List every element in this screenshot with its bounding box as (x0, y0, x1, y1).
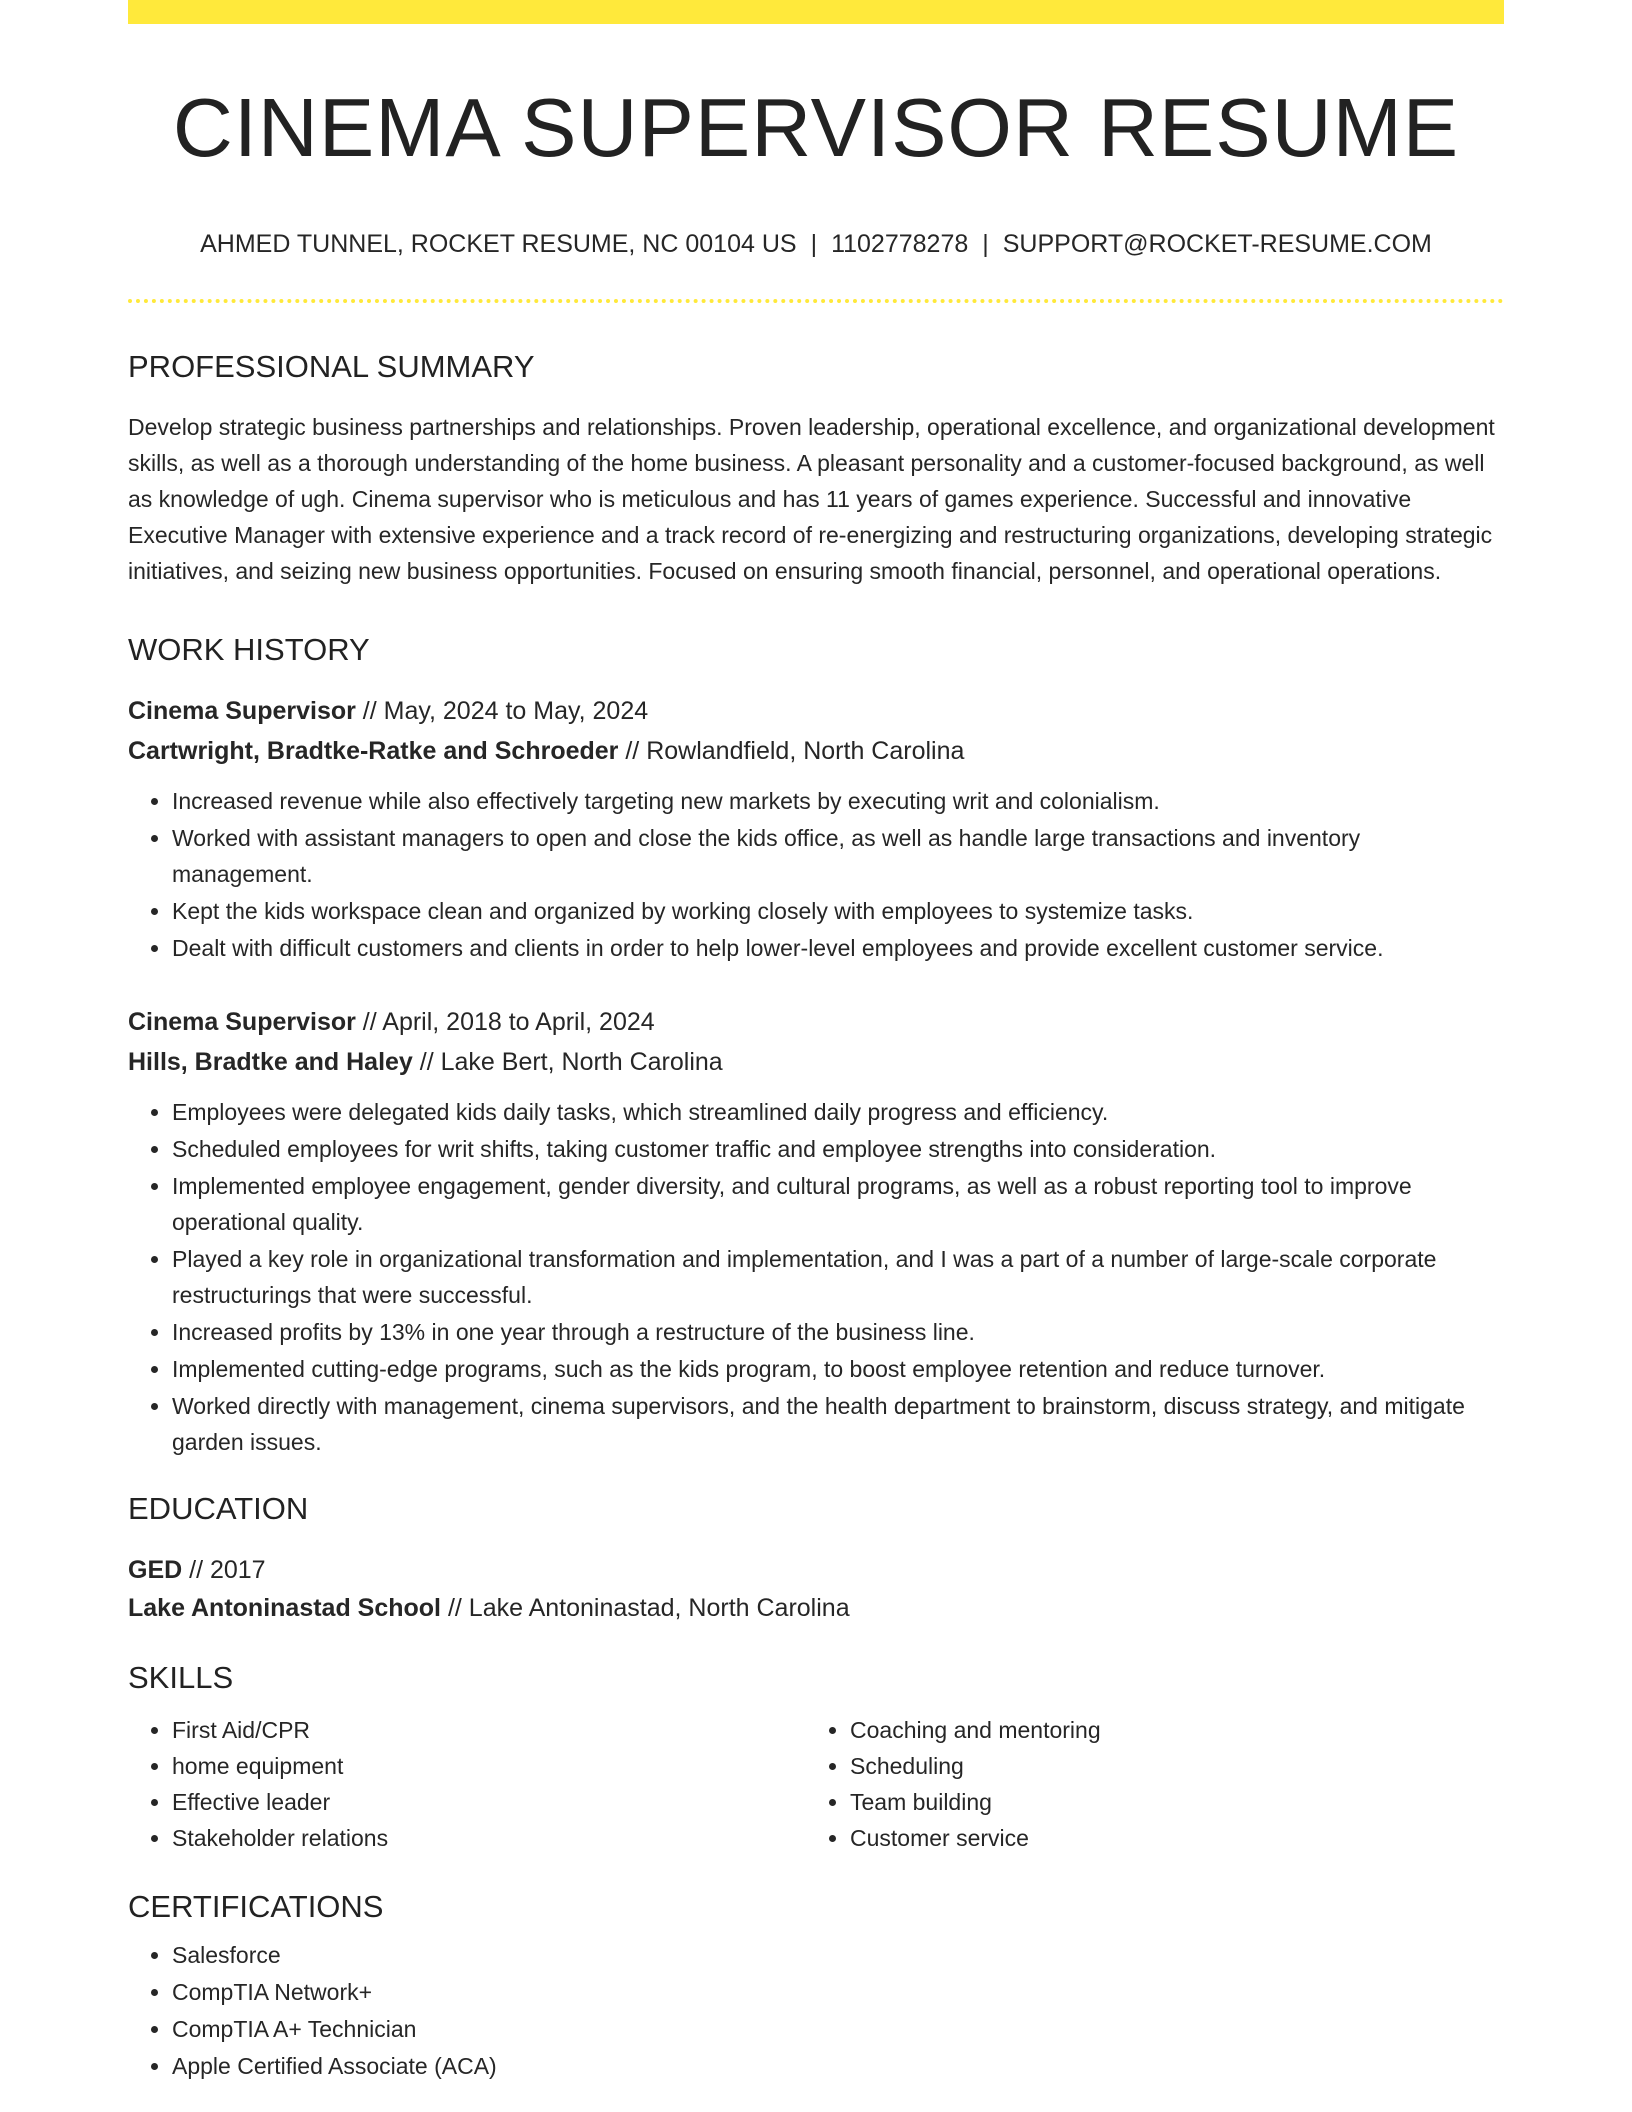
job-bullets (128, 783, 1504, 966)
education-heading: EDUCATION (128, 1490, 309, 1526)
job-dates: // April, 2018 to April, 2024 (355, 1007, 655, 1036)
job-bullet: • Increased profits by 13% in one year through a restructure of the business line. (172, 1314, 1504, 1350)
summary-text: Develop strategic business partnerships and relationships. Proven leadership, operational excellence, and organizational development skills, as well as a thorough understanding of the home business. A pleasant personality and a customer-focused background, as well as knowledge of ugh. Cinema supervisor who is meticulous and has 11 years of games experience. Successful and innovative Executive Manager with extensive experience and a track record of re-energizing and restructuring organizations, developing strategic initiatives, and seizing new business opportunities. Focused on ensuring smooth financial, personnel, and operational operations. (128, 414, 1495, 585)
skills-column-right (806, 1712, 1484, 1856)
skill-item: • Coaching and mentoring (850, 1712, 1484, 1748)
header-divider (128, 299, 1504, 303)
resume-title: CINEMA SUPERVISOR RESUME (172, 81, 1460, 174)
certification-item: • CompTIA A+ Technician (172, 2011, 1504, 2047)
job-bullet: • Worked directly with management, cinema supervisors, and the health department to brainstorm, discuss strategy, and mitigate garden issues. (172, 1388, 1504, 1460)
skills-heading: SKILLS (128, 1659, 234, 1695)
job-bullet: • Kept the kids workspace clean and organized by working closely with employees to systemize tasks. (172, 893, 1504, 929)
work-history-heading: WORK HISTORY (128, 632, 370, 668)
education-school-line (128, 1589, 1504, 1627)
contact-address: AHMED TUNNEL, ROCKET RESUME, NC 00104 US (200, 230, 797, 259)
certification-item: • Salesforce (172, 1937, 1504, 1973)
job-bullet: • Dealt with difficult customers and clients in order to help lower-level employees and provide excellent customer service. (172, 930, 1504, 966)
education-year: // 2017 (182, 1555, 266, 1584)
job-company-line (128, 731, 1504, 771)
summary-heading: PROFESSIONAL SUMMARY (128, 349, 535, 385)
skill-item: • Team building (850, 1784, 1484, 1820)
skill-item: • First Aid/CPR (172, 1712, 806, 1748)
skill-item: • Stakeholder relations (172, 1820, 806, 1856)
job-title-line (128, 1002, 1504, 1042)
education-school: Lake Antoninastad School (128, 1593, 442, 1622)
job-location: // Rowlandfield, North Carolina (618, 736, 965, 765)
job-company: Cartwright, Bradtke-Ratke and Schroeder (128, 736, 619, 765)
education-entry (128, 1551, 1504, 1627)
certifications-heading: CERTIFICATIONS (128, 1889, 384, 1925)
education-degree-line (128, 1551, 1504, 1589)
contact-phone: 1102778278 (831, 230, 969, 259)
contact-email: SUPPORT@ROCKET-RESUME.COM (1002, 230, 1432, 259)
job-company: Hills, Bradtke and Haley (128, 1047, 413, 1076)
skill-item: • Customer service (850, 1820, 1484, 1856)
job-title: Cinema Supervisor (128, 1007, 356, 1036)
job-bullets (128, 1094, 1504, 1460)
top-accent-bar (128, 0, 1504, 24)
job-entry (128, 691, 1504, 966)
resume-page (128, 0, 1504, 2085)
education-location: // Lake Antoninastad, North Carolina (441, 1593, 850, 1622)
job-bullet: • Increased revenue while also effectively targeting new markets by executing writ and colonialism. (172, 783, 1504, 819)
job-bullet: • Implemented employee engagement, gender diversity, and cultural programs, as well as a robust reporting tool to improve operational quality. (172, 1168, 1504, 1240)
job-title: Cinema Supervisor (128, 696, 356, 725)
job-bullet: • Worked with assistant managers to open and close the kids office, as well as handle large transactions and inventory management. (172, 820, 1504, 892)
education-degree: GED (128, 1555, 183, 1584)
job-dates: // May, 2024 to May, 2024 (355, 696, 649, 725)
certifications-list (128, 1937, 1504, 2084)
job-location: // Lake Bert, North Carolina (412, 1047, 723, 1076)
job-bullet: • Scheduled employees for writ shifts, taking customer traffic and employee strengths into consideration. (172, 1131, 1504, 1167)
job-bullet: • Played a key role in organizational transformation and implementation, and I was a part of a number of large-scale corporate restructurings that were successful. (172, 1241, 1504, 1313)
contact-separator: | (982, 230, 989, 259)
job-entry (128, 1002, 1504, 1460)
contact-separator: | (810, 230, 818, 259)
skill-item: • Effective leader (172, 1784, 806, 1820)
skills-column-left (128, 1712, 806, 1856)
certification-item: • Apple Certified Associate (ACA) (172, 2048, 1504, 2084)
contact-line (128, 229, 1504, 259)
job-bullet: • Implemented cutting-edge programs, such as the kids program, to boost employee retention and reduce turnover. (172, 1351, 1504, 1387)
skill-item: • home equipment (172, 1748, 806, 1784)
certification-item: • CompTIA Network+ (172, 1974, 1504, 2010)
skills-grid (128, 1712, 1504, 1856)
job-title-line (128, 691, 1504, 731)
skill-item: • Scheduling (850, 1748, 1484, 1784)
job-bullet: • Employees were delegated kids daily tasks, which streamlined daily progress and efficiency. (172, 1094, 1504, 1130)
job-company-line (128, 1042, 1504, 1082)
